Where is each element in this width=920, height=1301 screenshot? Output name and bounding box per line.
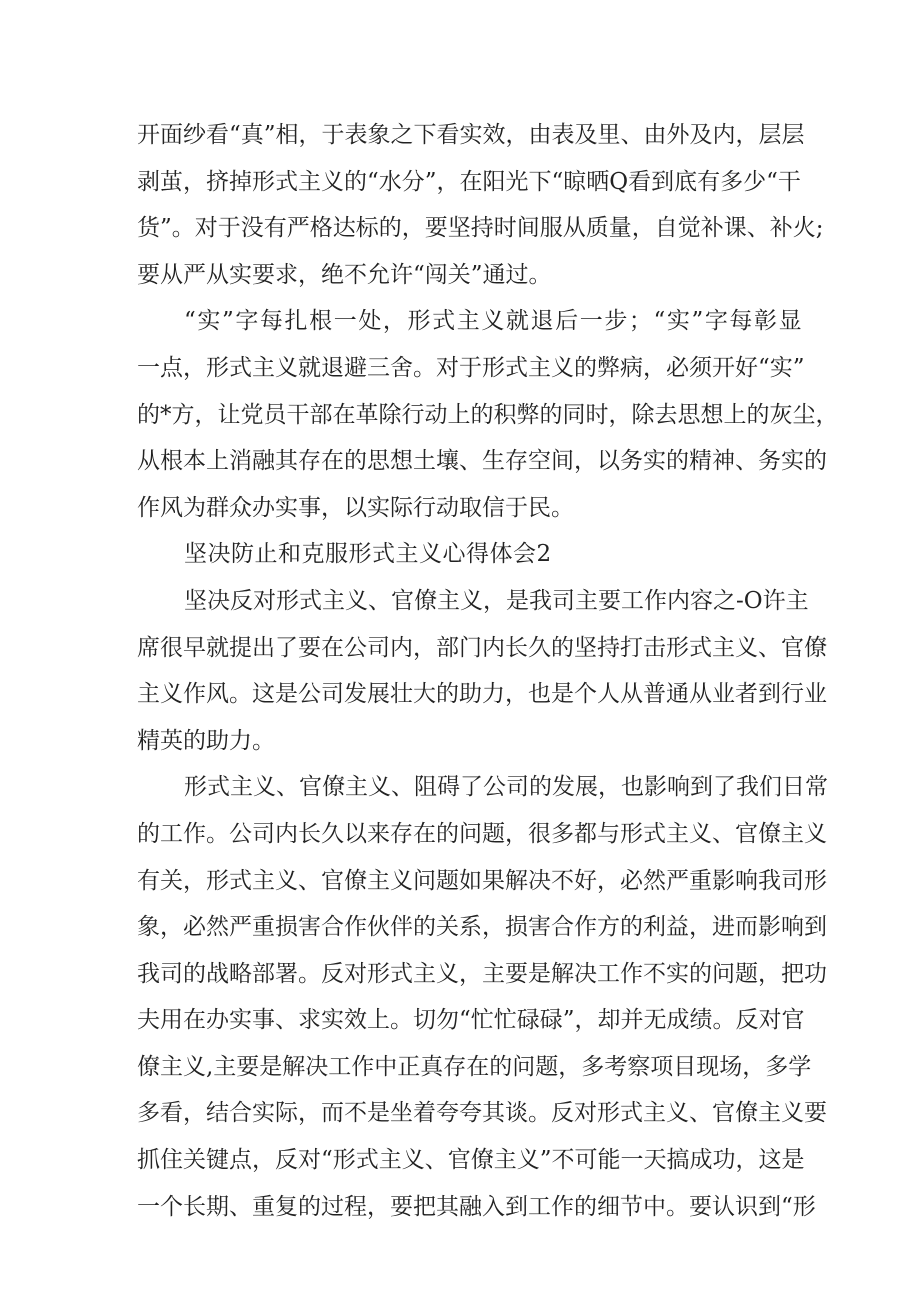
paragraph-line: 剥茧，挤掉形式主义的“水分”，在阳光下“晾晒Q看到底有多少“干 — [137, 168, 801, 195]
paragraph-line: 象，必然严重损害合作伙伴的关系，损害合作方的利益，进而影响到 — [137, 914, 827, 941]
paragraph-line: 多看，结合实际，而不是坐着夸夸其谈。反对形式主义、官僚主义要 — [137, 1100, 827, 1127]
paragraph-line: 的*方，让党员干部在革除行动上的积弊的同时，除去思想上的灰尘， — [137, 401, 839, 428]
paragraph-line: 一个长期、重复的过程，要把其融入到工作的细节中。要认识到“形 — [137, 1193, 816, 1220]
paragraph-line: 主义作风。这是公司发展壮大的助力，也是个人从普通从业者到行业 — [137, 681, 827, 708]
document-body — [137, 112, 839, 1230]
paragraph-line: 席很早就提出了要在公司内，部门内长久的坚持打击形式主义、官僚 — [137, 634, 827, 661]
paragraph-line: 坚决反对形式主义、官僚主义，是我司主要工作内容之-O许主 — [184, 587, 809, 614]
paragraph-line: 的工作。公司内长久以来存在的问题，很多都与形式主义、官僚主义 — [137, 820, 827, 847]
section-title: 坚决防止和克服形式主义心得体会2 — [184, 541, 552, 568]
paragraph-shi — [137, 298, 839, 531]
paragraph-continuation — [137, 112, 824, 298]
paragraph-line: 形式主义、官僚主义、阻碍了公司的发展，也影响到了我们日常 — [184, 774, 828, 801]
paragraph-line: 僚主义,主要是解决工作中正真存在的问题，多考察项目现场，多学 — [137, 1053, 812, 1080]
paragraph-line: 要从严从实要求，绝不允许“闯关”通过。 — [137, 261, 552, 288]
paragraph-line: 一点，形式主义就退避三舍。对于形式主义的弊病，必须开好“实” — [137, 354, 805, 381]
paragraph-line: 作风为群众办实事，以实际行动取信于民。 — [137, 494, 574, 521]
paragraph-line: 开面纱看“真”相，于表象之下看实效，由表及里、由外及内，层层 — [137, 122, 805, 148]
paragraph-line: “实”字每扎根一处，形式主义就退后一步；“实”字每彰显 — [184, 308, 804, 335]
paragraph-hinder — [137, 764, 828, 1230]
paragraph-oppose — [137, 578, 827, 764]
paragraph-line: 夫用在办实事、求实效上。切勿“忙忙碌碌”，却并无成绩。反对官 — [137, 1007, 805, 1034]
paragraph-line: 从根本上消融其存在的思想土壤、生存空间，以务实的精神、务实的 — [137, 448, 827, 475]
paragraph-line: 精英的助力。 — [137, 727, 275, 754]
paragraph-line: 有关，形式主义、官僚主义问题如果解决不好，必然严重影响我司形 — [137, 867, 827, 894]
paragraph-line: 抓住关键点，反对“形式主义、官僚主义”不可能一天搞成功，这是 — [137, 1147, 805, 1174]
paragraph-line: 我司的战略部署。反对形式主义，主要是解决工作不实的问题，把功 — [137, 960, 827, 987]
paragraph-line: 货”。对于没有严格达标的，要坚持时间服从质量，自觉补课、补火; — [137, 215, 824, 242]
